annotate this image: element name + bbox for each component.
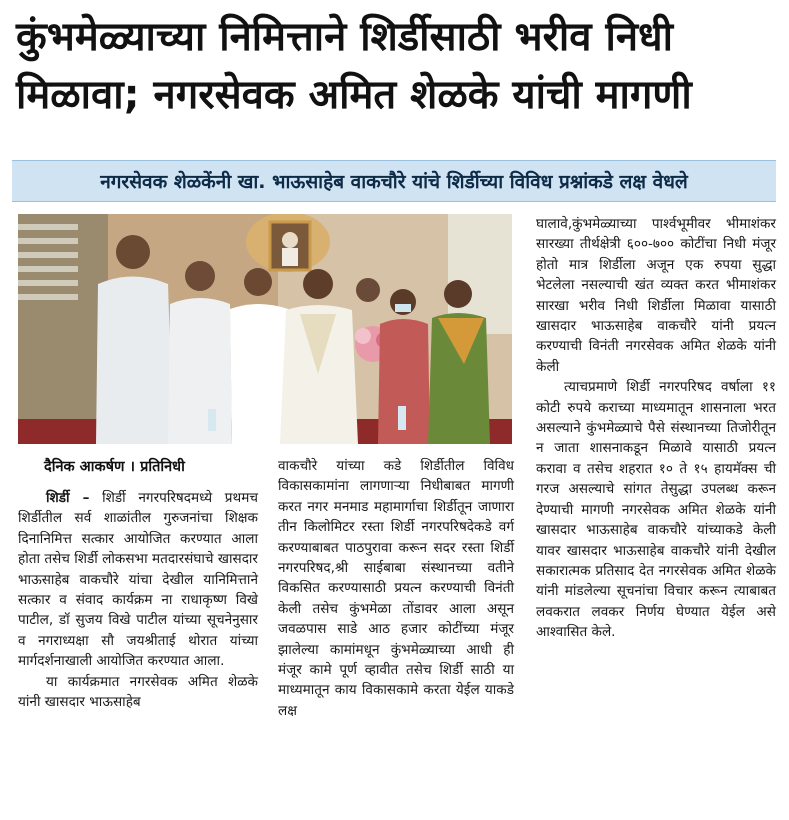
article-paragraph: वाकचौरे यांच्या कडे शिर्डीतील विविध विकासकामांना लागणाऱ्या निधीबाबत मागणी करत नगर मनमाड महामार्गाचा शिर्डीतून जाणारा तीन किलोमिटर रस्ता शिर्डी नगरपरिषदेकडे वर्ग करण्याबाबत पाठपुरावा करून सदर रस्ता शिर्डी नगरपरिषद,श्री साईबाबा संस्थानच्या वतीने विकसित करण्यासाठी प्रयत्न करण्याची विनंती केली तसेच कुंभमेळा तोंडावर आला असून जवळपास साडे आठ हजार कोटींच्या मंजूर झालेल्या कामांमधून कुंभमेळ्याच्या आधी ही मंजूर कामे पूर्ण व्हावीत तसेच शिर्डी साठी या माध्यमातून काय विकासकामे करता येईल याकडे लक्ष [278, 458, 514, 719]
article-column-2 [278, 456, 514, 721]
headline: कुंभमेळ्याच्या निमित्ताने शिर्डीसाठी भरीव निधी मिळावा; नगरसेवक अमित शेळके यांची मागणी [16, 14, 692, 118]
article-paragraph: या कार्यक्रमात नगरसेवक अमित शेळके यांनी खासदार भाऊसाहेब [18, 673, 258, 711]
article-column-1 [18, 488, 258, 712]
article-paragraph: घालावे,कुंभमेळ्याच्या पार्श्वभूमीवर भीमाशंकर सारख्या तीर्थक्षेत्री ६००-७०० कोटींचा निधी मंजूर होतो मात्र शिर्डीला अजून एक रुपया सुद्धा भेटलेला नसल्याची खंत व्यक्त करत भीमाशंकर सारखा भरीव निधी शिर्डीला मिळावा यासाठी खासदार भाऊसाहेब वाकचौरे यांनी प्रयत्न करण्याची विनंती नगरसेवक अमित शेळके यांनी केली [536, 216, 776, 375]
subheadline-bar [12, 160, 776, 202]
subheadline: नगरसेवक शेळकेंनी खा. भाऊसाहेब वाकचौरे यांचे शिर्डीच्या विविध प्रश्नांकडे लक्ष वेधले [100, 171, 688, 193]
paragraph-text: शिर्डी नगरपरिषदमध्ये प्रथमच शिर्डीतील सर्व शाळांतील गुरुजनांचा शिक्षक दिनानिमित्त सत्कार आयोजित करण्यात आला होता तसेच शिर्डी लोकसभा मतदारसंघाचे खासदार भाऊसाहेब वाकचौरे यांचा देखील यानिमित्ताने सत्कार व संवाद कार्यक्रम ना राधाकृष्ण विखे पाटील, डॉ सुजय विखे पाटील यांच्या सूचनेनुसार व नगराध्यक्षा सौ जयश्रीताई थोरात यांच्या मार्गदर्शनाखाली आयोजित करण्यात आला. [18, 490, 258, 670]
byline: दैनिक आकर्षण । प्रतिनिधी [44, 459, 185, 475]
article-column-3 [536, 214, 776, 643]
news-photo [18, 214, 512, 444]
article-paragraph [18, 488, 258, 672]
article-paragraph: त्याचप्रमाणे शिर्डी नगरपरिषद वर्षाला ११ कोटी रुपये कराच्या माध्यमातून शासनाला भरत असल्याने कुंभमेळ्याचे पैसे संस्थानच्या तिजोरीतून न जाता शासनाकडून मिळावे यासाठी प्रयत्न करावा व तसेच शहरात १० ते १५ हायमॅक्स ची गरज असल्याचे सांगत तेसुद्धा उपलब्ध करून देण्याची मागणी नगरसेवक अमित शेळके यांनी खासदार भाऊसाहेब वाकचौरे यांच्याकडे केली यावर खासदार भाऊसाहेब वाकचौरे यांनी देखील सकारात्मक प्रतिसाद देत नगरसेवक अमित शेळके यांनी मांडलेल्या सूचनांचा विचार करून त्याबाबत लवकरात लवकर निर्णय घेण्यात येईल असे आश्वासित केले. [536, 379, 776, 641]
dateline-place: शिर्डी – [46, 490, 90, 506]
